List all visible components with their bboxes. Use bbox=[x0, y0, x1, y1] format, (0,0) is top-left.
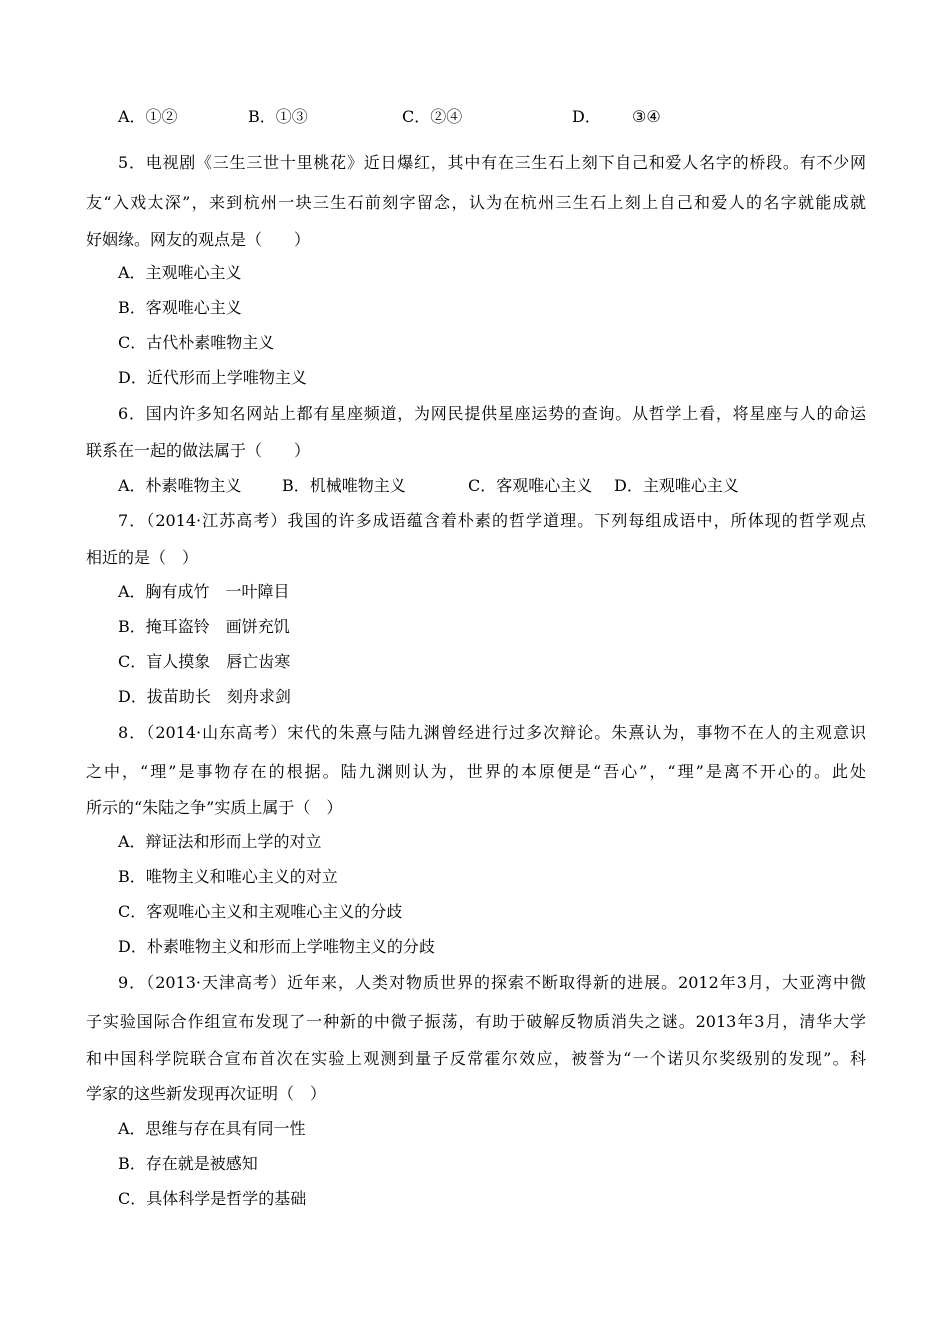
q5-stem-line-2: 友“入戏太深”，来到杭州一块三生石前刻字留念，认为在杭州三生石上刻上自己和爱人的名字就能成就 bbox=[86, 193, 866, 212]
q8-option-a: A．辩证法和形而上学的对立 bbox=[118, 832, 322, 851]
q9-option-a: A．思维与存在具有同一性 bbox=[118, 1119, 306, 1138]
q8-option-c: C．客观唯心主义和主观唯心主义的分歧 bbox=[118, 902, 403, 921]
q7-stem-line-1: 7．（2014·江苏高考）我国的许多成语蕴含着朴素的哲学道理。下列每组成语中，所体现的哲学观点 bbox=[118, 511, 866, 530]
q5-stem-line-3: 好姻缘。网友的观点是（ ） bbox=[86, 230, 311, 249]
q9-stem-line-2: 子实验国际合作组宣布发现了一种新的中微子振荡，有助于破解反物质消失之谜。2013年3月，清华大学 bbox=[86, 1012, 866, 1031]
q9-option-c: C．具体科学是哲学的基础 bbox=[118, 1189, 307, 1208]
q9-stem-line-1: 9．（2013·天津高考）近年来，人类对物质世界的探索不断取得新的进展。2012年3月，大亚湾中微 bbox=[118, 973, 866, 992]
q8-option-b: B．唯物主义和唯心主义的对立 bbox=[118, 867, 338, 886]
q6-stem-line-2: 联系在一起的做法属于（ ） bbox=[86, 441, 311, 460]
q5-option-d: D．近代形而上学唯物主义 bbox=[118, 368, 307, 387]
q6-option-c: C．客观唯心主义 bbox=[468, 476, 593, 495]
q9-stem-line-3: 和中国科学院联合宣布首次在实验上观测到量子反常霍尔效应，被誉为“一个诺贝尔奖级别的发现”。科 bbox=[86, 1049, 866, 1068]
q7-option-c: C．盲人摸象 唇亡齿寒 bbox=[118, 652, 291, 671]
q8-stem-line-3: 所示的“朱陆之争”实质上属于（ ） bbox=[86, 798, 343, 817]
q6-stem-line-1: 6．国内许多知名网站上都有星座频道，为网民提供星座运势的查询。从哲学上看，将星座与人的命运 bbox=[118, 404, 866, 423]
q7-option-a: A．胸有成竹 一叶障目 bbox=[118, 582, 290, 601]
q8-option-d: D．朴素唯物主义和形而上学唯物主义的分歧 bbox=[118, 937, 435, 956]
q4-option-a: A．①② bbox=[118, 107, 178, 126]
q5-option-c: C．古代朴素唯物主义 bbox=[118, 333, 275, 352]
q8-stem-line-1: 8．（2014·山东高考）宋代的朱熹与陆九渊曾经进行过多次辩论。朱熹认为，事物不在人的主观意识 bbox=[118, 723, 866, 742]
q9-stem-line-4: 学家的这些新发现再次证明（ ） bbox=[86, 1084, 327, 1103]
q5-option-a: A．主观唯心主义 bbox=[118, 263, 242, 282]
q6-option-b: B．机械唯物主义 bbox=[282, 476, 406, 495]
q7-stem-line-2: 相近的是（ ） bbox=[86, 548, 199, 567]
q9-option-b: B．存在就是被感知 bbox=[118, 1154, 258, 1173]
q4-option-b: B．①③ bbox=[248, 107, 308, 126]
q7-option-d: D．拔苗助长 刻舟求剑 bbox=[118, 687, 291, 706]
q6-option-d: D．主观唯心主义 bbox=[614, 476, 739, 495]
q7-option-b: B．掩耳盗铃 画饼充饥 bbox=[118, 617, 290, 636]
q5-stem-line-1: 5．电视剧《三生三世十里桃花》近日爆红，其中有在三生石上刻下自己和爱人名字的桥段。有不少网 bbox=[118, 153, 866, 172]
q4-option-d-text: ③④ bbox=[632, 107, 661, 126]
q5-option-b: B．客观唯心主义 bbox=[118, 298, 242, 317]
q8-stem-line-2: 之中，“理”是事物存在的根据。陆九渊则认为，世界的本原便是“吾心”，“理”是离不开心的。此处 bbox=[86, 762, 866, 781]
q6-option-a: A．朴素唯物主义 bbox=[118, 476, 242, 495]
q4-option-c: C．②④ bbox=[402, 107, 463, 126]
q4-option-d-letter: D． bbox=[572, 107, 601, 126]
